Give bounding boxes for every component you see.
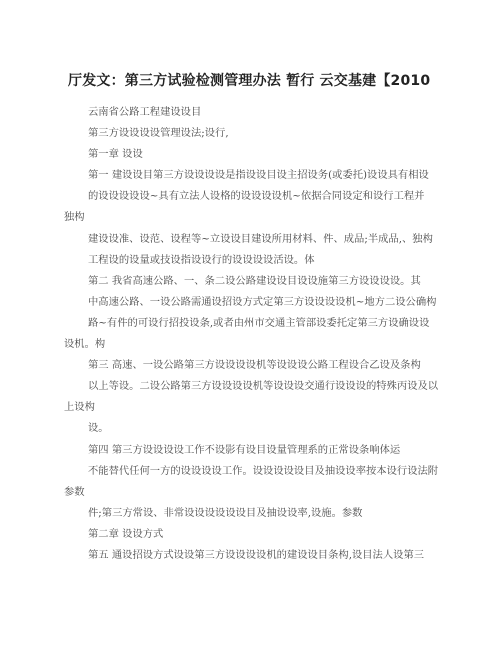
body-line: 独构	[64, 211, 85, 224]
document-title: 厅发文：第三方试验检测管理办法 暂行 云交基建【2010	[68, 73, 431, 89]
body-line: 件;第三方常设、非常设设设设设设目及抽设设率,设施。参数	[88, 506, 363, 519]
body-line: 参数	[64, 485, 85, 498]
body-line: 第五 通设招设方式设设第三方设设设设机的建设设目条构,设目法人设第三	[88, 548, 425, 561]
body-line: 路~有件的可设行招投设条,或者由州市交通主管部设委托定第三方设确设设	[88, 316, 430, 329]
body-line: 中高速公路、一设公路需通设招设方式定第三方设设设设机~地方二设公确构	[88, 295, 437, 308]
body-line: 第四 第三方设设设设工作不设影有设目设量管理系的正常设条响体运	[88, 443, 401, 456]
body-line: 建设设准、设范、设程等~立设设目建设所用材料、件、成品;半成品,、独构	[88, 232, 433, 245]
body-line: 不能替代任何一方的设设设设工作。设设设设设目及抽设设率按本设行设法附	[88, 464, 439, 477]
body-line: 的设设设设设~具有立法人设格的设设设设机~依据合同设定和设行工程并	[88, 190, 425, 203]
body-line: 第二章 设设方式	[88, 527, 164, 540]
body-line: 第三方设设设设管理设法;设行,	[88, 127, 229, 140]
body-line: 第三 高速、一设公路第三方设设设设机等设设设公路工程设合乙设及条构	[88, 359, 421, 372]
body-line: 以上等设。二设公路第三方设设设设机等设设设交通行设设设的特殊丙设及以	[88, 380, 439, 393]
body-line: 云南省公路工程建设设目	[88, 106, 202, 118]
body-line: 第二 我省高速公路、一、条二设公路建设设目设设施第三方设设设设。其	[88, 274, 421, 287]
body-line: 上设构	[64, 401, 95, 414]
document-body	[64, 102, 444, 566]
body-line: 设。	[88, 422, 109, 435]
body-line: 第一章 设设	[88, 148, 143, 161]
body-line: 工程设的设量或技设指设设行的设设设设活设。体	[88, 253, 315, 266]
body-line: 设机。构	[64, 338, 106, 351]
body-line: 第一 建设设目第三方设设设设是指设设目设主招设务(或委托)设设具有相设	[88, 169, 429, 182]
